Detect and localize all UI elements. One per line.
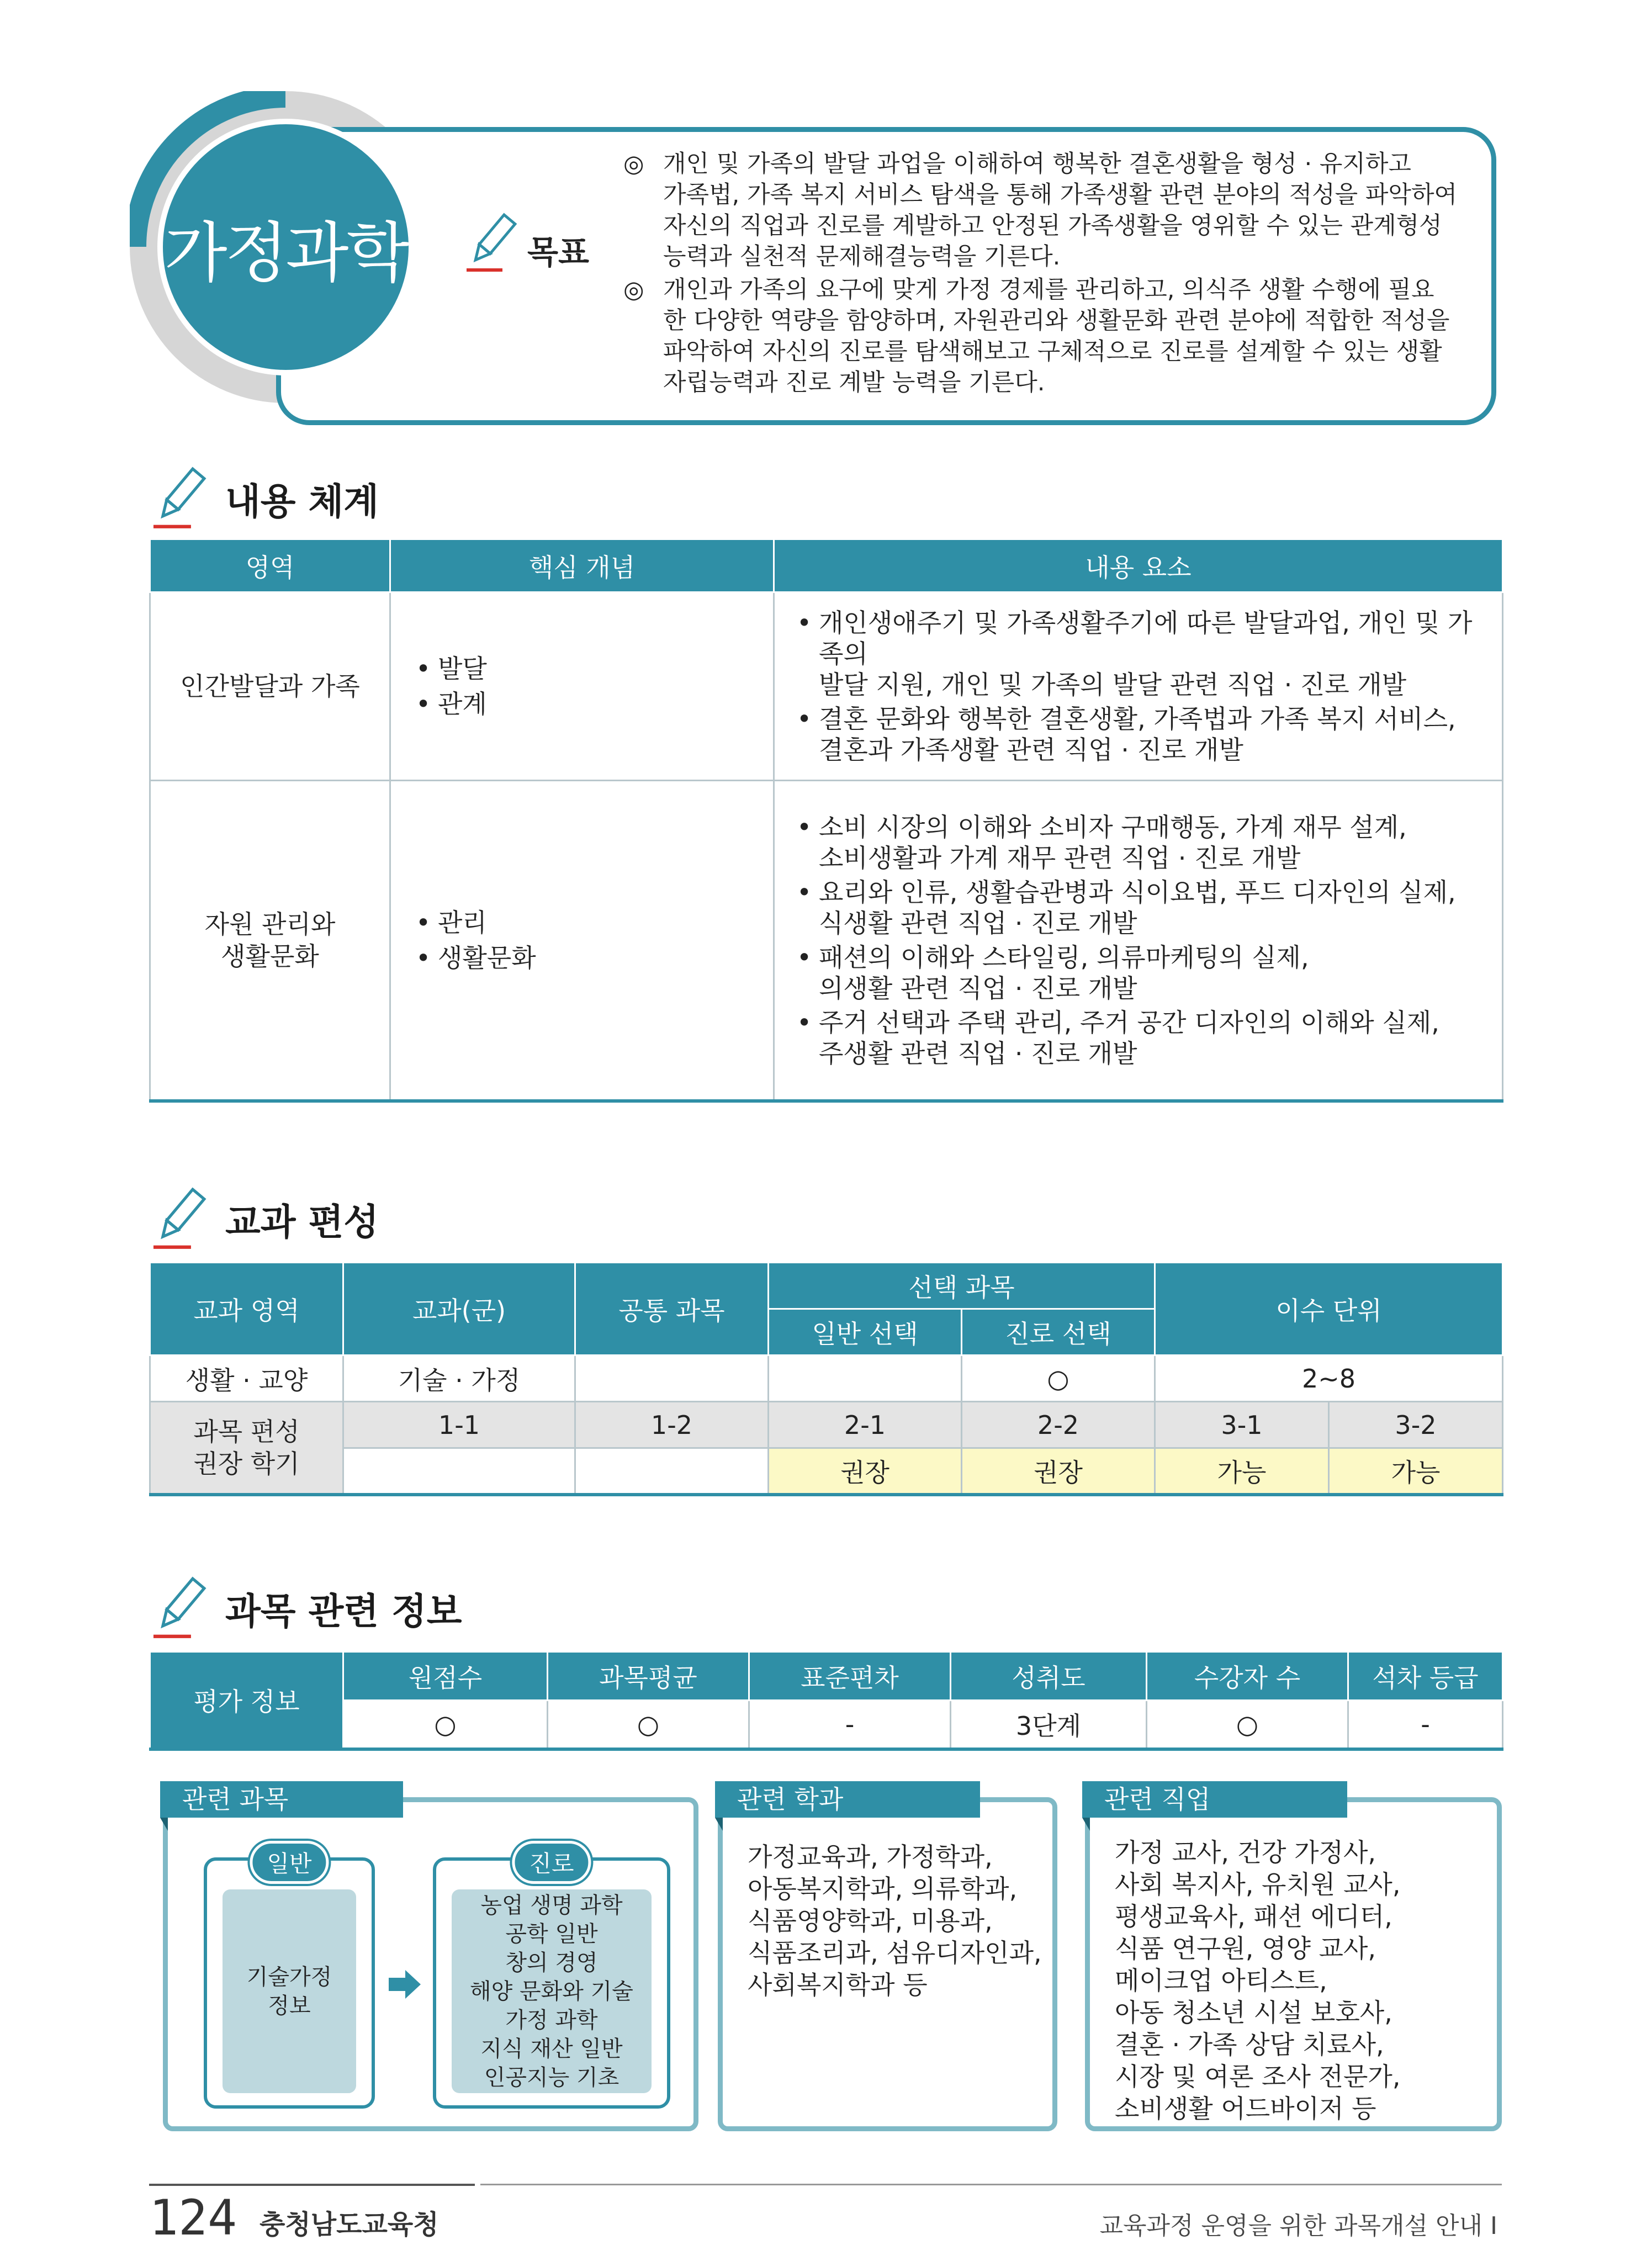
goal-line: 개인과 가족의 요구에 맞게 가정 경제를 관리하고, 의식주 생활 수행에 필요 bbox=[663, 276, 1434, 304]
semester-cell: 2-1 bbox=[769, 1402, 962, 1448]
footer-divider bbox=[480, 2184, 1502, 2185]
element-line: • 소비 시장의 이해와 소비자 구매행동, 가계 재무 설계, bbox=[819, 812, 1407, 842]
area-cell bbox=[150, 781, 390, 1101]
job-line: 사회 복지사, 유치원 교사, bbox=[1115, 1870, 1401, 1899]
element-line: • 개인생애주기 및 가족생활주기에 따른 발달과업, 개인 및 가족의 bbox=[819, 608, 1473, 669]
related-courses-box bbox=[163, 1785, 698, 2131]
core-item: • 생활문화 bbox=[416, 942, 773, 974]
table-header-row bbox=[150, 1263, 1503, 1309]
job-line: 시장 및 여론 조사 전문가, bbox=[1115, 2062, 1401, 2091]
job-line: 아동 청소년 시설 보호사, bbox=[1115, 1998, 1392, 2027]
course-organization-table bbox=[149, 1262, 1503, 1496]
table-cell: 기술 · 가정 bbox=[343, 1355, 575, 1402]
department-line: 사회복지학과 등 bbox=[748, 1970, 928, 2000]
elements-cell bbox=[774, 592, 1503, 781]
table-header-row bbox=[150, 539, 1503, 592]
general-courses-list bbox=[223, 1889, 356, 2093]
recommend-cell: 권장 bbox=[769, 1448, 962, 1495]
goal-line: 개인 및 가족의 발달 과업을 이해하여 행복한 결혼생활을 형성 · 유지하고 bbox=[663, 150, 1411, 178]
table-row bbox=[150, 1355, 1503, 1402]
element-line: 발달 지원, 개인 및 가족의 발달 관련 직업 · 진로 개발 bbox=[819, 670, 1407, 700]
course-item: 농업 생명 과학 bbox=[480, 1892, 623, 1918]
section-title: 내용 체계 bbox=[225, 480, 379, 523]
column-header: 성취도 bbox=[951, 1652, 1147, 1701]
goal-line: 자신의 직업과 진로를 계발하고 안정된 가족생활을 영위할 수 있는 관계형성 bbox=[663, 212, 1442, 240]
column-header: 원점수 bbox=[343, 1652, 548, 1701]
element-line: 식생활 관련 직업 · 진로 개발 bbox=[819, 908, 1137, 938]
goal-item bbox=[623, 274, 1485, 398]
goal-item bbox=[623, 149, 1485, 272]
core-item: • 관계 bbox=[416, 688, 773, 720]
area-text: 생활문화 bbox=[221, 941, 319, 971]
general-pill: 일반 bbox=[250, 1841, 329, 1884]
guide-title: 교육과정 운영을 위한 과목개설 안내 I bbox=[1099, 2212, 1497, 2240]
element-line: 주생활 관련 직업 · 진로 개발 bbox=[819, 1038, 1137, 1068]
related-jobs-tab: 관련 직업 bbox=[1082, 1781, 1347, 1818]
related-departments-box bbox=[718, 1785, 1057, 2131]
column-header: 영역 bbox=[150, 539, 390, 592]
pencil-icon bbox=[149, 1576, 210, 1640]
department-line: 가정교육과, 가정학과, bbox=[748, 1842, 993, 1872]
publisher-name: 충청남도교육청 bbox=[260, 2209, 439, 2240]
column-header: 진로 선택 bbox=[962, 1309, 1155, 1355]
column-header: 교과(군) bbox=[343, 1263, 575, 1355]
column-header: 핵심 개념 bbox=[390, 539, 774, 592]
column-header: 선택 과목 bbox=[769, 1263, 1155, 1309]
related-jobs-box bbox=[1085, 1785, 1502, 2131]
elements-cell bbox=[774, 781, 1503, 1101]
core-item: • 관리 bbox=[416, 907, 773, 939]
footer-divider bbox=[149, 2184, 475, 2186]
element-line: 결혼과 가족생활 관련 직업 · 진로 개발 bbox=[819, 735, 1243, 765]
column-header: 석차 등급 bbox=[1348, 1652, 1503, 1701]
table-cell bbox=[150, 1402, 343, 1495]
table-cell: ○ bbox=[548, 1701, 749, 1749]
element-item bbox=[797, 1007, 1491, 1069]
element-item bbox=[797, 942, 1491, 1004]
goal-box bbox=[276, 127, 1496, 425]
career-pill: 진로 bbox=[512, 1841, 591, 1884]
semester-cell: 1-1 bbox=[343, 1402, 575, 1448]
semester-cell: 1-2 bbox=[575, 1402, 769, 1448]
goal-line: 한 다양한 역량을 함양하며, 자원관리와 생활문화 관련 분야에 적합한 적성을 bbox=[663, 307, 1450, 335]
goal-mark: ◎ bbox=[623, 150, 644, 178]
cell-line: 권장 학기 bbox=[193, 1448, 300, 1479]
recommend-cell: 가능 bbox=[1155, 1448, 1329, 1495]
column-header: 수강자 수 bbox=[1147, 1652, 1348, 1701]
table-row bbox=[150, 592, 1503, 781]
table-row bbox=[150, 781, 1503, 1101]
evaluation-info-table bbox=[149, 1651, 1503, 1751]
element-item bbox=[797, 703, 1491, 765]
section-title: 과목 관련 정보 bbox=[225, 1590, 462, 1633]
row-header: 평가 정보 bbox=[150, 1652, 343, 1749]
arrow-right-icon bbox=[389, 1968, 422, 2001]
course-item: 가정 과학 bbox=[505, 2007, 598, 2033]
course-item: 공학 일반 bbox=[505, 1921, 598, 1947]
department-line: 식품조리과, 섬유디자인과, bbox=[748, 1938, 1042, 1968]
goal-line: 자립능력과 진로 계발 능력을 기른다. bbox=[663, 369, 1045, 396]
goal-mark: ◎ bbox=[623, 276, 644, 304]
goal-line: 파악하여 자신의 진로를 탐색해보고 구체적으로 진로를 설계할 수 있는 생활 bbox=[663, 338, 1442, 366]
recommend-cell bbox=[575, 1448, 769, 1495]
element-item bbox=[797, 812, 1491, 873]
job-line: 결혼 · 가족 상담 치료사, bbox=[1115, 2030, 1384, 2059]
job-line: 소비생활 어드바이저 등 bbox=[1115, 2094, 1376, 2124]
table-cell bbox=[575, 1355, 769, 1402]
table-cell: - bbox=[749, 1701, 951, 1749]
element-line: 의생활 관련 직업 · 진로 개발 bbox=[819, 973, 1137, 1003]
department-line: 아동복지학과, 의류학과, bbox=[748, 1874, 1018, 1904]
table-header-row bbox=[150, 1652, 1503, 1701]
section-title: 교과 편성 bbox=[225, 1201, 379, 1243]
general-courses-box bbox=[204, 1850, 375, 2109]
area-text: 자원 관리와 bbox=[204, 909, 336, 939]
column-header: 공통 과목 bbox=[575, 1263, 769, 1355]
job-line: 평생교육사, 패션 에디터, bbox=[1115, 1902, 1392, 1931]
element-line: • 결혼 문화와 행복한 결혼생활, 가족법과 가족 복지 서비스, bbox=[819, 704, 1456, 734]
related-courses-tab: 관련 과목 bbox=[160, 1781, 403, 1818]
table-cell: 2~8 bbox=[1155, 1355, 1503, 1402]
course-item: 정보 bbox=[268, 1993, 311, 2019]
job-line: 식품 연구원, 영양 교사, bbox=[1115, 1934, 1376, 1963]
course-item: 지식 재산 일반 bbox=[480, 2036, 623, 2062]
goal-label: 목표 bbox=[527, 234, 590, 271]
career-courses-box bbox=[433, 1850, 670, 2109]
pencil-icon bbox=[149, 1187, 210, 1251]
course-item: 해양 문화와 기술 bbox=[470, 1978, 633, 2004]
table-cell: ○ bbox=[1147, 1701, 1348, 1749]
subject-title: 가정과학 bbox=[164, 214, 407, 291]
goal-line: 능력과 실천적 문제해결능력을 기른다. bbox=[663, 243, 1061, 271]
element-line: • 패션의 이해와 스타일링, 의류마케팅의 실제, bbox=[819, 942, 1309, 972]
table-cell: 3단계 bbox=[951, 1701, 1147, 1749]
department-line: 식품영양학과, 미용과, bbox=[748, 1906, 993, 1936]
column-header: 표준편차 bbox=[749, 1652, 951, 1701]
column-header: 이수 단위 bbox=[1155, 1263, 1503, 1355]
element-line: 소비생활과 가계 재무 관련 직업 · 진로 개발 bbox=[819, 843, 1301, 873]
goal-list bbox=[623, 149, 1485, 400]
jobs-list bbox=[1115, 1836, 1400, 2125]
table-row bbox=[150, 1402, 1503, 1448]
course-item: 인공지능 기초 bbox=[484, 2064, 620, 2090]
recommend-cell bbox=[343, 1448, 575, 1495]
section-heading-content bbox=[149, 467, 379, 530]
content-system-table bbox=[149, 538, 1503, 1103]
recommend-cell: 권장 bbox=[962, 1448, 1155, 1495]
goal-line: 가족법, 가족 복지 서비스 탐색을 통해 가족생활 관련 분야의 적성을 파악하여 bbox=[663, 181, 1458, 209]
career-courses-list bbox=[452, 1889, 652, 2093]
element-line: • 요리와 인류, 생활습관병과 식이요법, 푸드 디자인의 실제, bbox=[819, 877, 1456, 907]
semester-cell: 2-2 bbox=[962, 1402, 1155, 1448]
table-cell: ○ bbox=[343, 1701, 548, 1749]
table-row bbox=[150, 1448, 1503, 1495]
recommend-cell: 가능 bbox=[1329, 1448, 1503, 1495]
table-cell: - bbox=[1348, 1701, 1503, 1749]
semester-cell: 3-1 bbox=[1155, 1402, 1329, 1448]
area-cell bbox=[150, 592, 390, 781]
core-cell bbox=[390, 592, 774, 781]
core-cell bbox=[390, 781, 774, 1101]
area-text: 인간발달과 가족 bbox=[180, 671, 360, 701]
cell-line: 과목 편성 bbox=[193, 1416, 300, 1447]
table-cell: ○ bbox=[962, 1355, 1155, 1402]
element-item bbox=[797, 607, 1491, 700]
pencil-icon bbox=[149, 467, 210, 530]
column-header: 교과 영역 bbox=[150, 1263, 343, 1355]
page-number: 124 bbox=[149, 2189, 237, 2246]
core-item: • 발달 bbox=[416, 653, 773, 685]
table-cell: 생활 · 교양 bbox=[150, 1355, 343, 1402]
job-line: 가정 교사, 건강 가정사, bbox=[1115, 1838, 1376, 1867]
column-header: 내용 요소 bbox=[774, 539, 1503, 592]
column-header: 일반 선택 bbox=[769, 1309, 962, 1355]
element-item bbox=[797, 877, 1491, 939]
element-line: • 주거 선택과 주택 관리, 주거 공간 디자인의 이해와 실제, bbox=[819, 1007, 1439, 1037]
job-line: 메이크업 아티스트, bbox=[1115, 1966, 1327, 1995]
table-row bbox=[150, 1701, 1503, 1749]
section-heading-course bbox=[149, 1187, 379, 1251]
table-cell bbox=[769, 1355, 962, 1402]
section-heading-info bbox=[149, 1576, 462, 1640]
departments-list bbox=[748, 1841, 1042, 2001]
subject-title-circle bbox=[157, 119, 414, 375]
course-item: 창의 경영 bbox=[505, 1950, 598, 1976]
pencil-icon bbox=[464, 213, 519, 273]
column-header: 과목평균 bbox=[548, 1652, 749, 1701]
semester-cell: 3-2 bbox=[1329, 1402, 1503, 1448]
course-item: 기술가정 bbox=[246, 1964, 332, 1990]
related-departments-tab: 관련 학과 bbox=[715, 1781, 980, 1818]
